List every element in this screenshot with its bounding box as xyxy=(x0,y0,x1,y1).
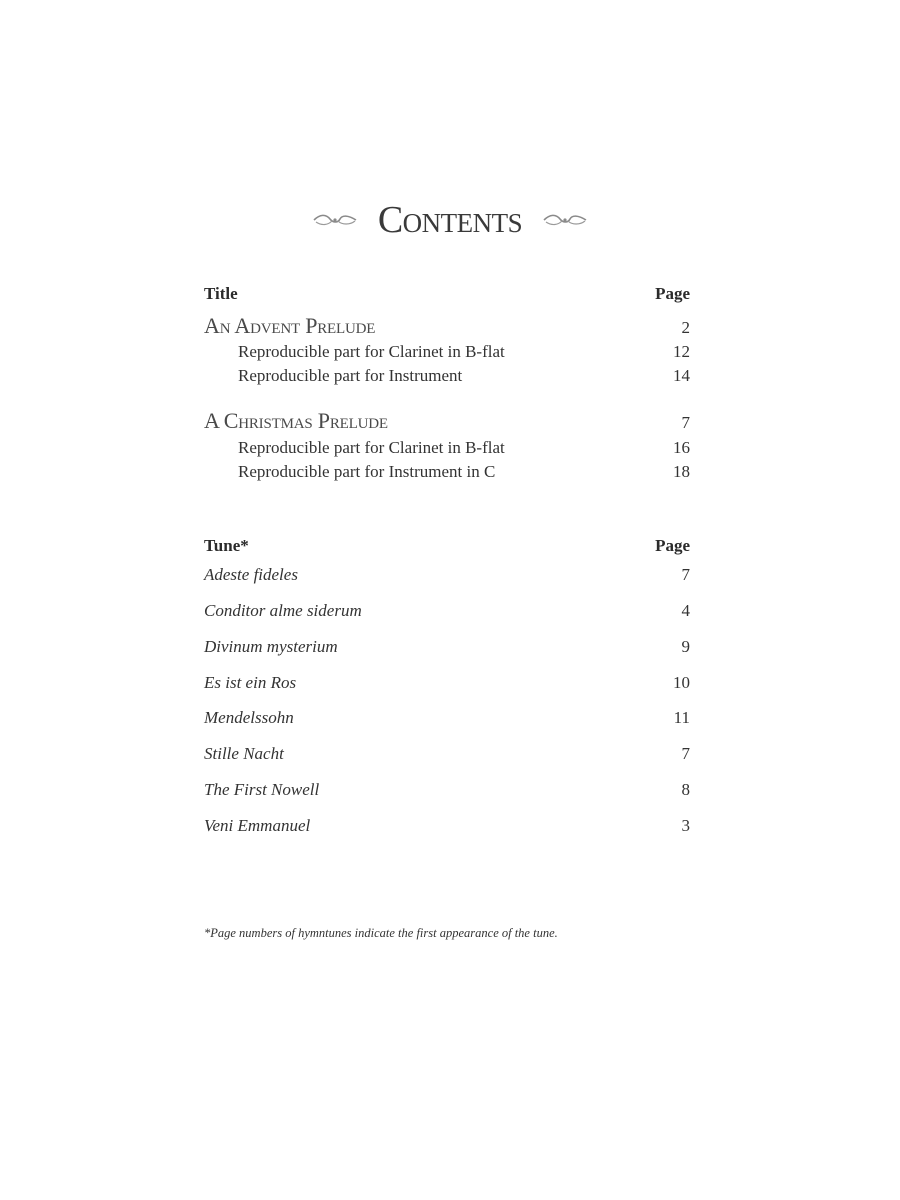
part-page: 14 xyxy=(673,366,690,385)
tune-page: 8 xyxy=(681,780,690,799)
part-label: Reproducible part for Clarinet in B-flat xyxy=(238,438,505,457)
tune-row xyxy=(204,744,690,764)
part-row xyxy=(204,342,690,362)
tunes-header xyxy=(204,536,690,556)
part-page: 18 xyxy=(673,462,690,481)
piece-title: A Christmas Prelude xyxy=(204,408,388,433)
tune-row xyxy=(204,816,690,836)
heading-row xyxy=(0,192,900,248)
title-column-label: Title xyxy=(204,284,238,303)
piece-row xyxy=(204,408,690,434)
tune-row xyxy=(204,780,690,800)
tune-name: Conditor alme siderum xyxy=(204,601,362,620)
right-flourish-icon xyxy=(542,211,588,229)
page-column-label: Page xyxy=(655,536,690,555)
tune-page: 3 xyxy=(681,816,690,835)
tune-page: 9 xyxy=(681,637,690,656)
tune-row xyxy=(204,708,690,728)
part-page: 16 xyxy=(673,438,690,457)
titles-header xyxy=(204,284,690,304)
part-label: Reproducible part for Instrument xyxy=(238,366,463,385)
tune-row xyxy=(204,601,690,621)
page-column-label: Page xyxy=(655,284,690,303)
part-row xyxy=(204,438,690,458)
tune-name: Adeste fideles xyxy=(204,565,298,584)
tune-row xyxy=(204,673,690,693)
part-row xyxy=(204,462,690,482)
tune-name: Stille Nacht xyxy=(204,744,284,763)
piece-row xyxy=(204,313,690,339)
page-title: Contents xyxy=(377,199,523,241)
left-flourish-icon xyxy=(312,211,358,229)
tune-page: 10 xyxy=(673,673,690,692)
piece-title: An Advent Prelude xyxy=(204,313,376,338)
tune-page: 4 xyxy=(681,601,690,620)
tune-name: Veni Emmanuel xyxy=(204,816,311,835)
piece-page: 7 xyxy=(681,413,690,432)
tune-row xyxy=(204,565,690,585)
tune-page: 7 xyxy=(681,744,690,763)
piece-page: 2 xyxy=(681,318,690,337)
part-row xyxy=(204,366,690,386)
tune-name: The First Nowell xyxy=(204,780,320,799)
part-label: Reproducible part for Clarinet in B-flat xyxy=(238,342,505,361)
footnote: *Page numbers of hymntunes indicate the first appearance of the tune. xyxy=(204,926,558,940)
part-page: 12 xyxy=(673,342,690,361)
tune-row xyxy=(204,637,690,657)
tune-page: 7 xyxy=(681,565,690,584)
tune-name: Mendelssohn xyxy=(204,708,294,727)
part-label: Reproducible part for Instrument in C xyxy=(238,462,496,481)
tune-name: Divinum mysterium xyxy=(204,637,338,656)
tune-name: Es ist ein Ros xyxy=(204,673,297,692)
tune-page: 11 xyxy=(673,708,690,727)
tune-column-label: Tune* xyxy=(204,536,249,555)
